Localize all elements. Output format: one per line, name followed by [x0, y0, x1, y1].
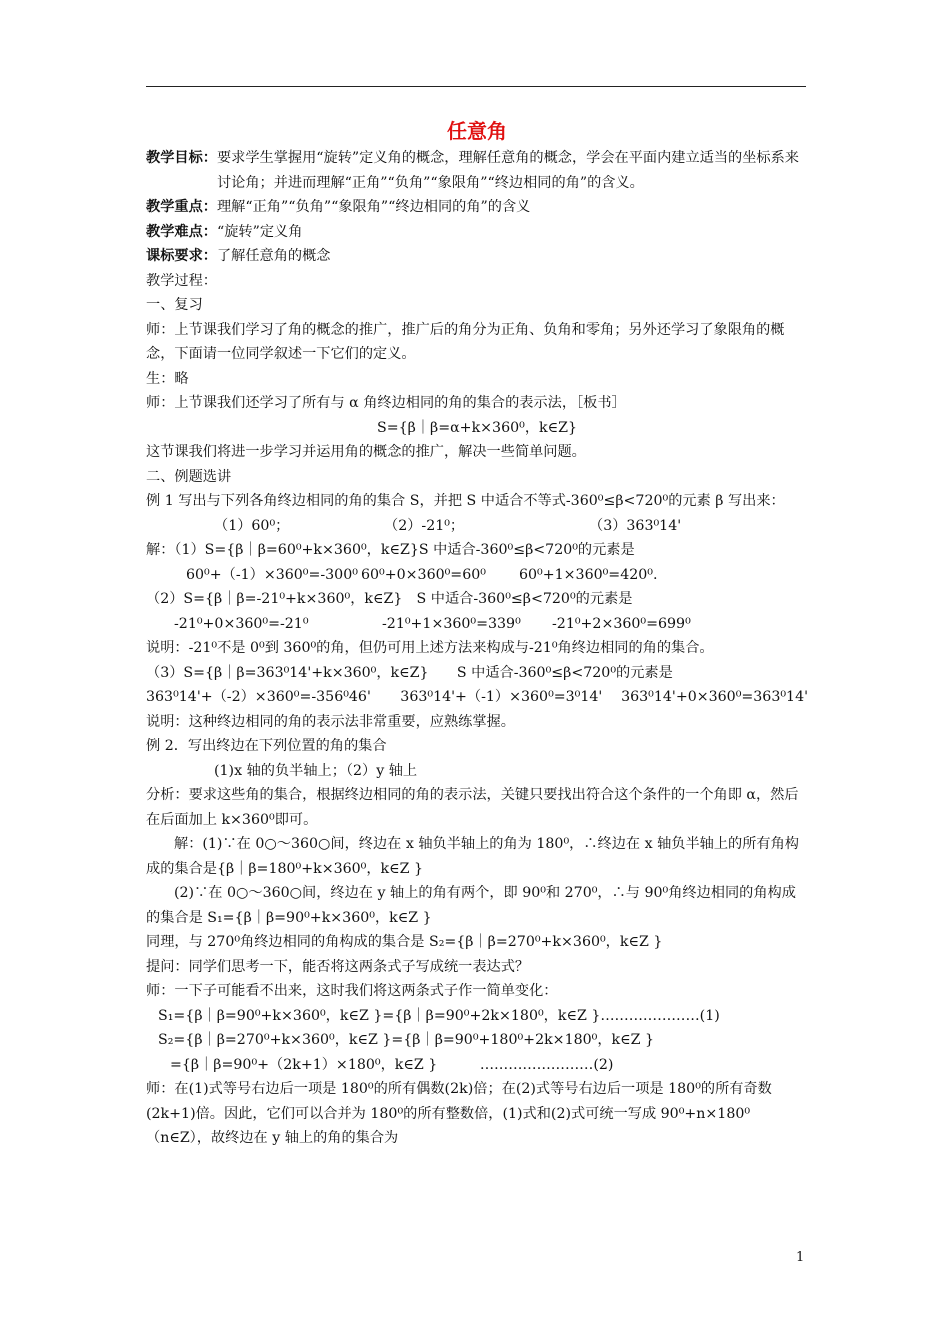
example-2-solution-2: (2)∵在 0○～360○间，终边在 y 轴上的角有两个，即 90⁰和 270⁰，∴与 90⁰角终边相同的角构成的集合是 S₁={β｜β=90⁰+k×360⁰，k∈Z } — [146, 885, 796, 926]
list-item: -21⁰+1×360⁰=339⁰ — [382, 615, 521, 632]
list-item: 60⁰+（-1）×360⁰=-300⁰ — [186, 566, 358, 583]
list-item: 60⁰+1×360⁰=420⁰. — [519, 566, 658, 583]
example-1-solution-1: 解：（1）S={β｜β=60⁰+k×360⁰，k∈Z}S 中适合-360⁰≤β<720⁰的元素是 — [146, 542, 635, 558]
difficulties-label: 教学难点： — [146, 223, 217, 240]
key-points-text: 理解“正角”“负角”“象限角”“终边相同的角”的含义 — [216, 199, 531, 215]
list-item: -21⁰+0×360⁰=-21⁰ — [174, 615, 309, 632]
list-item: （2）-21⁰； — [384, 517, 465, 534]
example-1-note-1: 说明：-21⁰不是 0⁰到 360⁰的角，但仍可用上述方法来构成与-21⁰角终边相同的角的集合。 — [146, 640, 714, 656]
example-1-solution-1-values — [146, 563, 808, 588]
list-item: 363⁰14'+0×360⁰=363⁰14' — [621, 689, 808, 705]
list-item: （3）363⁰14' — [589, 517, 682, 534]
standards-label: 课标要求： — [146, 248, 217, 264]
example-1-note-2: 说明：这种终边相同的角的表示法非常重要，应熟练掌握。 — [146, 713, 515, 730]
process-heading: 教学过程： — [146, 272, 217, 289]
document-body — [146, 118, 808, 1151]
list-item: 60⁰+0×360⁰=60⁰ — [361, 566, 486, 583]
key-points-row — [146, 195, 808, 220]
example-2-teacher-3: 师：一下子可能看不出来，这时我们将这两条式子作一简单变化： — [146, 983, 558, 999]
list-item: -21⁰+2×360⁰=699⁰ — [552, 615, 691, 632]
equation-1: S₁={β｜β=90⁰+k×360⁰，k∈Z }={β｜β=90⁰+2k×180⁰，k∈Z }…………………(1) — [158, 1007, 720, 1024]
example-2-solution-1: 解：(1)∵在 0○～360○间，终边在 x 轴负半轴上的角为 180⁰，∴终边在 x 轴负半轴上的所有角构成的集合是{β｜β=180⁰+k×360⁰，k∈Z } — [146, 836, 799, 877]
review-student: 生：略 — [146, 370, 189, 387]
header-rule — [146, 86, 806, 87]
example-1-question: 例 1 写出与下列各角终边相同的角的集合 S，并把 S 中适合不等式-360⁰≤β<720⁰的元素 β 写出来： — [146, 493, 785, 509]
review-formula: S={β｜β=α+k×360⁰，k∈Z} — [376, 419, 577, 436]
difficulties-row — [146, 220, 808, 245]
review-heading: 一、复习 — [146, 297, 203, 313]
example-2-likewise: 同理，与 270⁰角终边相同的角构成的集合是 S₂={β｜β=270⁰+k×360⁰，k∈Z } — [146, 934, 663, 950]
list-item: （1）60⁰； — [214, 517, 290, 534]
equation-2: S₂={β｜β=270⁰+k×360⁰，k∈Z }={β｜β=90⁰+180⁰+2k×180⁰，k∈Z } — [158, 1032, 655, 1048]
example-1-solution-3-values — [146, 685, 808, 710]
difficulties-text: “旋转”定义角 — [216, 223, 303, 240]
review-teacher-2: 师：上节课我们还学习了所有与 α 角终边相同的角的集合的表示法，［板书］ — [146, 395, 626, 411]
list-item: 363⁰14'+（-2）×360⁰=-356⁰46' — [146, 689, 371, 705]
example-1-solution-2: （2）S={β｜β=-21⁰+k×360⁰，k∈Z} S 中适合-360⁰≤β<720⁰的元素是 — [146, 591, 633, 607]
objectives-label: 教学目标： — [146, 150, 217, 166]
example-2-conclusion: 师：在(1)式等号右边后一项是 180⁰的所有偶数(2k)倍；在(2)式等号右边后一项是 180⁰的所有奇数(2k+1)倍。因此，它们可以合并为 180⁰的所有整数倍，(1)式和(2)式可统一写成 90⁰+n×180⁰（n∈Z），故终边在 y 轴上的角的集合为 — [146, 1081, 772, 1146]
standards-row — [146, 244, 808, 269]
example-2-analysis: 分析：要求这些角的集合，根据终边相同的角的表示法，关键只要找出符合这个条件的一个角即 α，然后在后面加上 k×360⁰即可。 — [146, 787, 799, 828]
key-points-label: 教学重点： — [146, 199, 217, 215]
example-1-items — [146, 514, 808, 539]
page-number: 1 — [796, 1250, 805, 1265]
example-1-solution-3: （3）S={β｜β=363⁰14'+k×360⁰，k∈Z} S 中适合-360⁰≤β<720⁰的元素是 — [146, 664, 673, 681]
objectives-block — [146, 146, 808, 195]
example-2-question: 例 2．写出终边在下列位置的角的集合 — [146, 738, 387, 754]
list-item: 363⁰14'+（-1）×360⁰=3⁰14' — [400, 689, 603, 705]
objectives-text: 要求学生掌握用“旋转”定义角的概念，理解任意角的概念，学会在平面内建立适当的坐标系来讨论角；并进而理解“正角”“负角”“象限角”“终边相同的角”的含义。 — [216, 150, 799, 191]
example-2-items: (1)x 轴的负半轴上；（2）y 轴上 — [214, 762, 418, 779]
equation-3: ={β｜β=90⁰+（2k+1）×180⁰，k∈Z } ……………………(2) — [170, 1056, 614, 1073]
example-2-question-2: 提问：同学们思考一下，能否将这两条式子写成统一表达式？ — [146, 958, 530, 975]
examples-heading: 二、例题选讲 — [146, 468, 232, 485]
standards-text: 了解任意角的概念 — [216, 248, 331, 264]
page-title: 任意角 — [447, 119, 507, 143]
review-teacher-1: 师：上节课我们学习了角的概念的推广，推广后的角分为正角、负角和零角；另外还学习了象限角的概念，下面请一位同学叙述一下它们的定义。 — [146, 321, 785, 362]
example-1-solution-2-values — [146, 612, 808, 637]
review-intro: 这节课我们将进一步学习并运用角的概念的推广，解决一些简单问题。 — [146, 444, 586, 460]
